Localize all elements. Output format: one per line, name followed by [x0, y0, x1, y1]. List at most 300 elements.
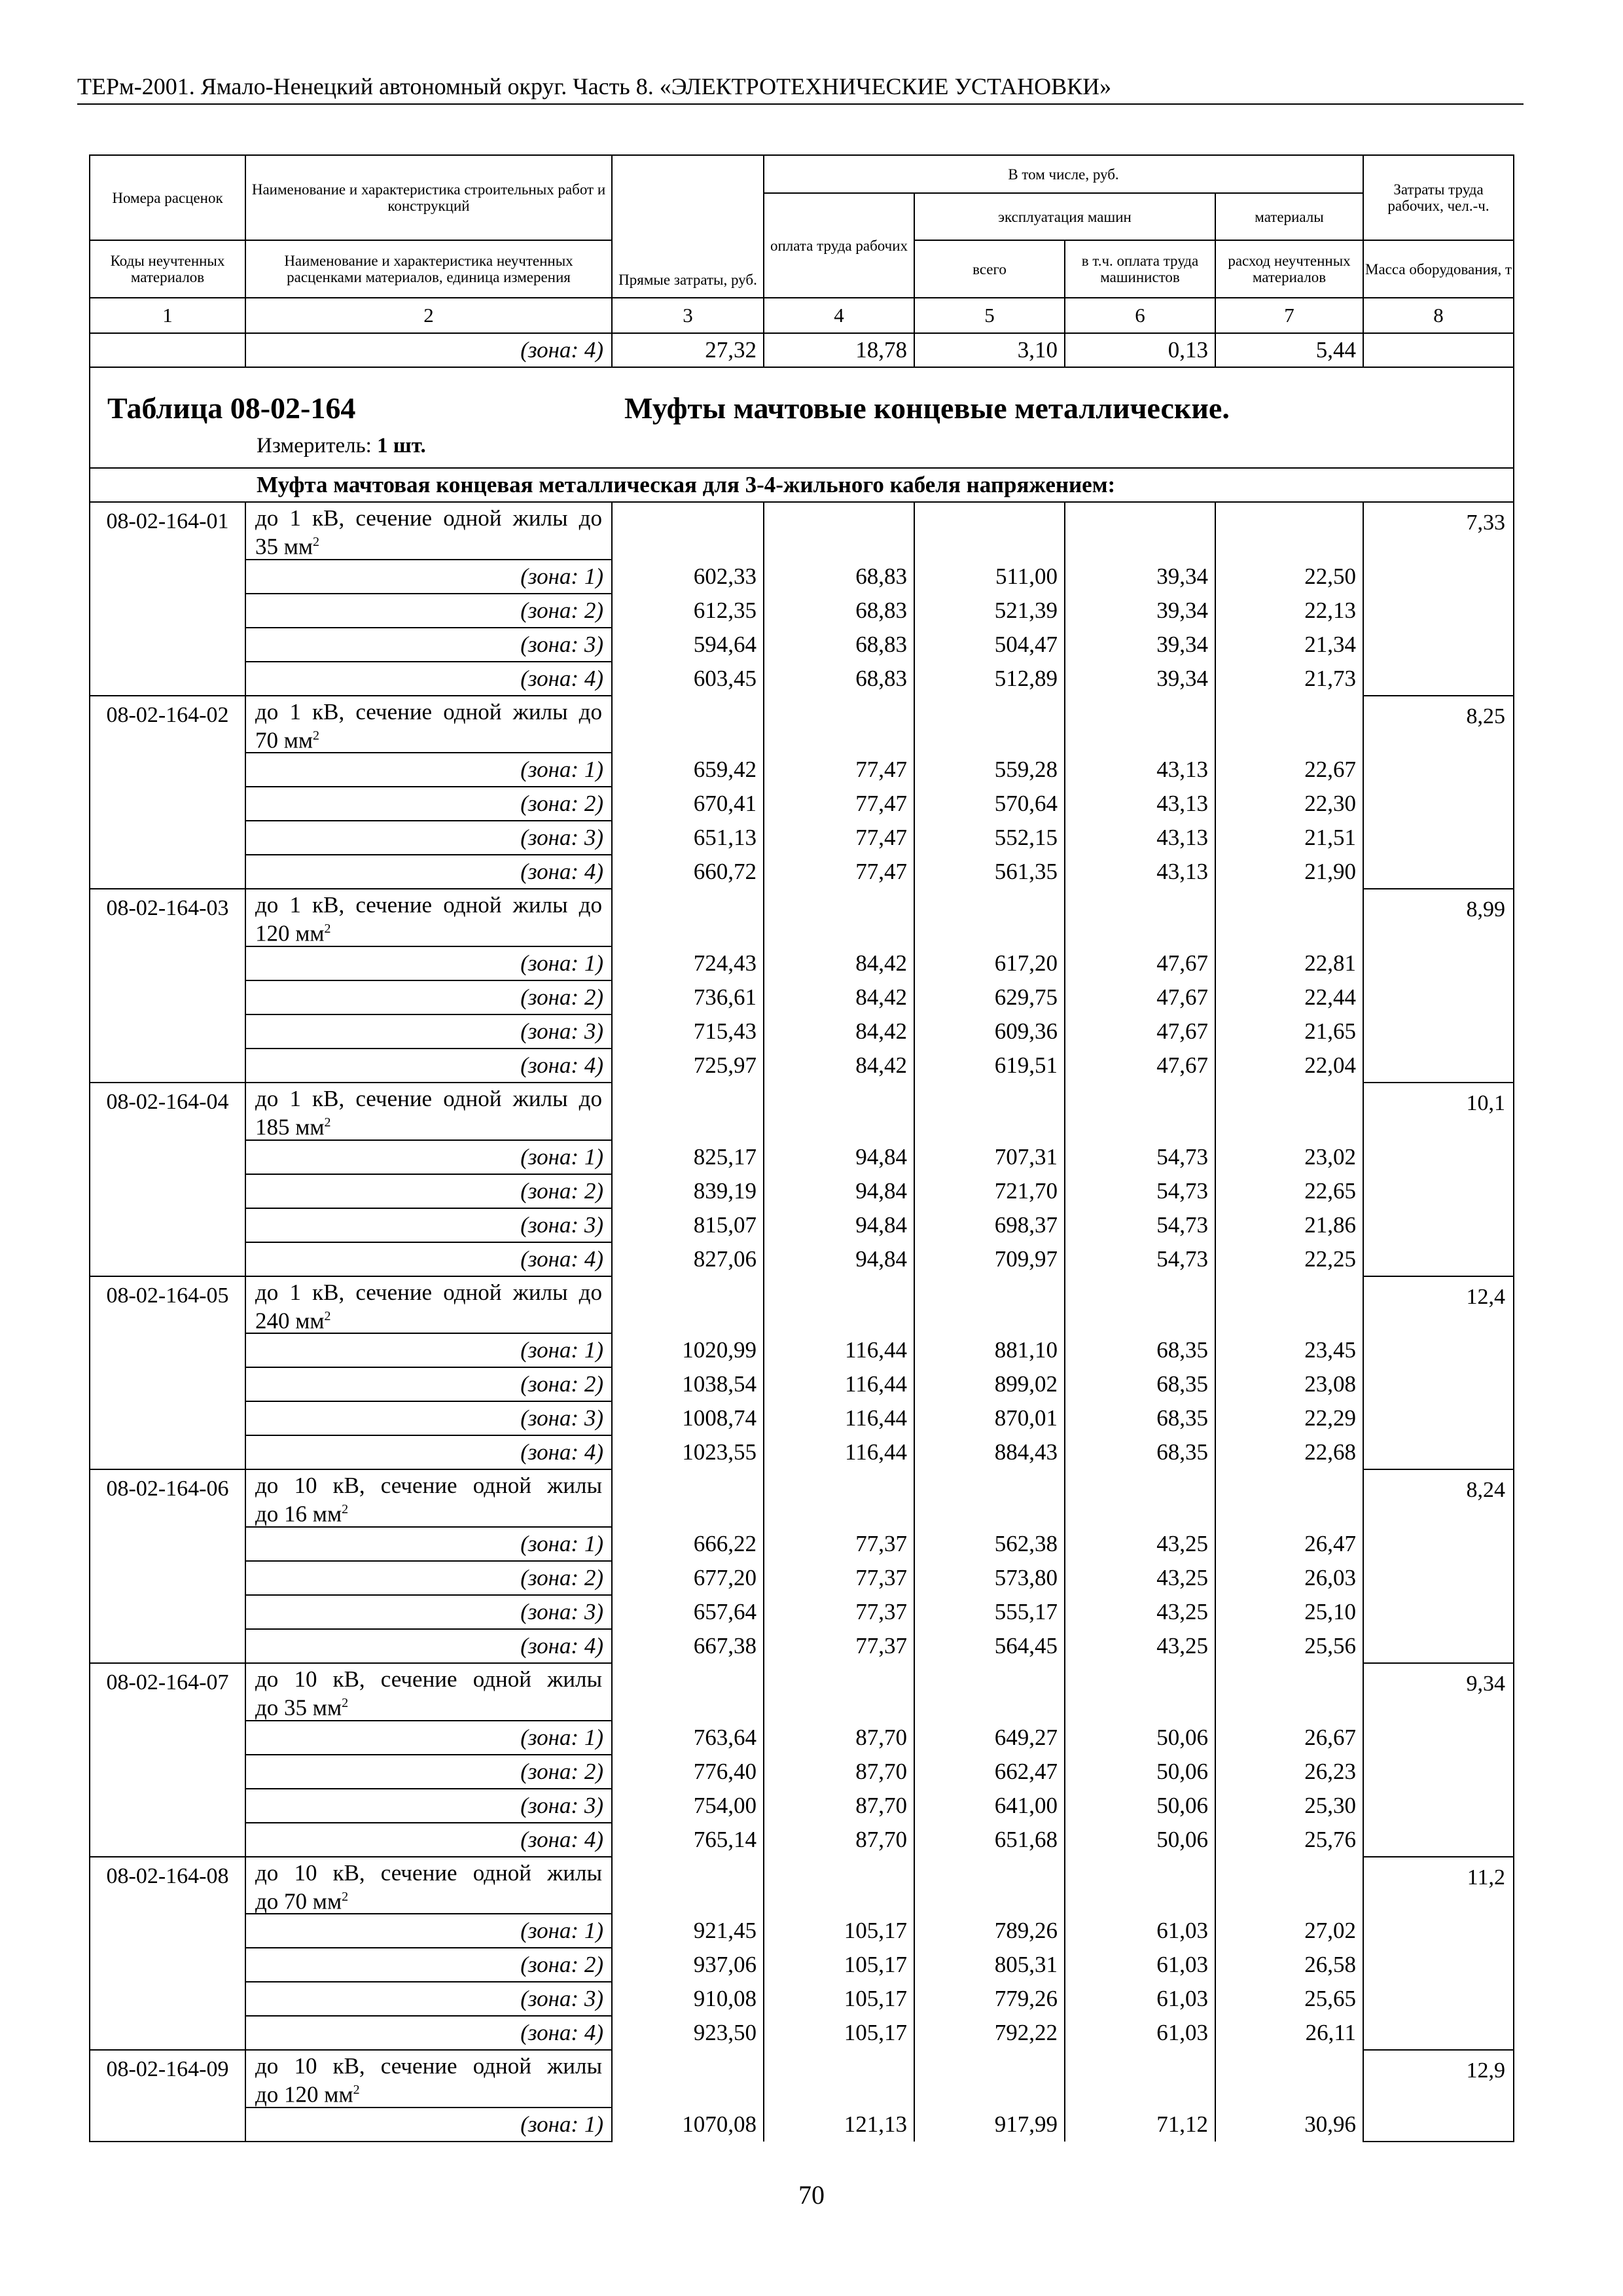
- empty-cell: [1215, 2050, 1363, 2108]
- col2-header-top: Наименование и характеристика строительных работ и конструкций: [245, 155, 612, 240]
- labor-pay: 77,47: [764, 787, 914, 821]
- unit-line: [257, 434, 426, 458]
- rate-description: [245, 2050, 612, 2108]
- zone-label: (зона: 2): [245, 594, 612, 628]
- col-number: 1: [90, 298, 245, 333]
- machines-total: 619,51: [914, 1049, 1065, 1083]
- materials-cost: 21,90: [1215, 855, 1363, 889]
- machinist-pay: 43,25: [1065, 1595, 1215, 1629]
- materials-cost: 21,34: [1215, 628, 1363, 662]
- zone-label: (зона: 1): [245, 1140, 612, 1174]
- description-line: до 1 кВ, сечение одной жилы до: [255, 1085, 602, 1111]
- machines-total: 649,27: [914, 1721, 1065, 1755]
- direct-cost: 602,33: [612, 560, 764, 594]
- zone-row: [90, 1561, 1514, 1595]
- empty-cell: [764, 2050, 914, 2108]
- col-number: 6: [1065, 298, 1215, 333]
- empty-cell: [914, 1276, 1065, 1334]
- zone-label: (зона: 2): [245, 1948, 612, 1982]
- machinist-pay: 50,06: [1065, 1755, 1215, 1789]
- rate-row: [90, 889, 1514, 946]
- cable-section: до 70 мм: [255, 1888, 342, 1914]
- materials-cost: 22,30: [1215, 787, 1363, 821]
- machines-total: 521,39: [914, 594, 1065, 628]
- direct-cost: 921,45: [612, 1914, 764, 1948]
- table-title-row: [90, 367, 1514, 468]
- description-line: [255, 1304, 602, 1333]
- zone-row: [90, 1755, 1514, 1789]
- materials-cost: 22,68: [1215, 1435, 1363, 1469]
- rate-code: 08-02-164-07: [90, 1663, 245, 1857]
- labor-hours: 12,4: [1363, 1276, 1514, 1470]
- zone-row: [90, 1527, 1514, 1561]
- superscript-2: 2: [324, 1308, 331, 1323]
- materials-cost: 26,23: [1215, 1755, 1363, 1789]
- materials-header: материалы: [1215, 193, 1363, 240]
- zone-row: [90, 1367, 1514, 1401]
- empty-cell: [1215, 1469, 1363, 1527]
- col8-header-top: Затраты труда рабочих, чел.-ч.: [1363, 155, 1514, 240]
- machines-total: 779,26: [914, 1982, 1065, 2016]
- machines-total: 562,38: [914, 1527, 1065, 1561]
- zone-label: (зона: 2): [245, 1561, 612, 1595]
- page-header: ТЕРм-2001. Ямало-Ненецкий автономный округ. Часть 8. «ЭЛЕКТРОТЕХНИЧЕСКИЕ УСТАНОВКИ»: [77, 72, 1524, 105]
- materials-cost: 21,51: [1215, 821, 1363, 855]
- rate-code: 08-02-164-05: [90, 1276, 245, 1470]
- machines-total: 555,17: [914, 1595, 1065, 1629]
- machinist-pay: 47,67: [1065, 1049, 1215, 1083]
- materials-cost: 22,44: [1215, 980, 1363, 1014]
- rate-description: [245, 1276, 612, 1334]
- labor-pay: 18,78: [764, 333, 914, 367]
- machinist-pay: 61,03: [1065, 1948, 1215, 1982]
- col-number: 5: [914, 298, 1065, 333]
- col-number: 7: [1215, 298, 1363, 333]
- section-row: [90, 468, 1514, 502]
- labor-pay: 84,42: [764, 946, 914, 980]
- empty-cell: [1065, 1857, 1215, 1914]
- direct-cost: 651,13: [612, 821, 764, 855]
- machinist-pay: 68,35: [1065, 1333, 1215, 1367]
- direct-cost: 667,38: [612, 1629, 764, 1663]
- machinist-pay: 43,13: [1065, 821, 1215, 855]
- labor-pay: 68,83: [764, 560, 914, 594]
- zone-label: (зона: 4): [245, 1435, 612, 1469]
- direct-cost: 27,32: [612, 333, 764, 367]
- direct-cost: 725,97: [612, 1049, 764, 1083]
- machinist-pay: 61,03: [1065, 2016, 1215, 2050]
- empty-cell: [612, 696, 764, 753]
- rate-description: [245, 1469, 612, 1527]
- cable-section: 185 мм: [255, 1114, 325, 1140]
- materials-cost: 22,81: [1215, 946, 1363, 980]
- empty-cell: [764, 502, 914, 560]
- direct-cost: 724,43: [612, 946, 764, 980]
- zone-label: (зона: 3): [245, 1208, 612, 1242]
- unit-label: Измеритель:: [257, 434, 372, 457]
- labor-pay: 116,44: [764, 1367, 914, 1401]
- direct-cost: 666,22: [612, 1527, 764, 1561]
- col1-header-bottom: Коды неучтенных материалов: [90, 240, 245, 298]
- cable-section: до 16 мм: [255, 1501, 342, 1527]
- zone-row: [90, 855, 1514, 889]
- machinist-pay: 39,34: [1065, 594, 1215, 628]
- zone-label: (зона: 4): [245, 1242, 612, 1276]
- machines-total: 561,35: [914, 855, 1065, 889]
- col7-header: расход неучтенных материалов: [1215, 240, 1363, 298]
- empty-cell: [764, 696, 914, 753]
- materials-cost: 26,67: [1215, 1721, 1363, 1755]
- cable-section: 70 мм: [255, 727, 313, 753]
- direct-cost: 763,64: [612, 1721, 764, 1755]
- labor-pay: 77,37: [764, 1561, 914, 1595]
- empty-cell: [764, 889, 914, 946]
- zone-label: (зона: 4): [245, 662, 612, 696]
- rates-table: [89, 154, 1514, 2142]
- labor-pay: 84,42: [764, 1014, 914, 1049]
- col-number: 2: [245, 298, 612, 333]
- page-number: 70: [798, 2180, 825, 2210]
- description-line: до 10 кВ, сечение одной жилы: [255, 2053, 602, 2079]
- labor-pay: 116,44: [764, 1401, 914, 1435]
- labor-pay: 105,17: [764, 1914, 914, 1948]
- empty-cell: [612, 1469, 764, 1527]
- machines-total: 504,47: [914, 628, 1065, 662]
- description-line: до 10 кВ, сечение одной жилы: [255, 1859, 602, 1886]
- zone-label: (зона: 1): [245, 1721, 612, 1755]
- empty-cell: [1215, 889, 1363, 946]
- machinist-pay: 43,13: [1065, 855, 1215, 889]
- empty-cell: [914, 1469, 1065, 1527]
- zone-row: [90, 2016, 1514, 2050]
- col-number: 8: [1363, 298, 1514, 333]
- machinist-pay: 0,13: [1065, 333, 1215, 367]
- zone-label: (зона: 1): [245, 2108, 612, 2142]
- machinist-pay: 61,03: [1065, 1982, 1215, 2016]
- materials-cost: 25,76: [1215, 1823, 1363, 1857]
- labor-pay: 116,44: [764, 1333, 914, 1367]
- labor-hours: 8,25: [1363, 696, 1514, 889]
- direct-cost: 1020,99: [612, 1333, 764, 1367]
- direct-cost: 657,64: [612, 1595, 764, 1629]
- description-line: [255, 530, 602, 559]
- description-line: [255, 724, 602, 753]
- zone-label: (зона: 3): [245, 821, 612, 855]
- empty-cell: [90, 333, 245, 367]
- machines-total: 609,36: [914, 1014, 1065, 1049]
- table-name: Муфты мачтовые концевые металлические.: [624, 391, 1230, 425]
- empty-cell: [1215, 1276, 1363, 1334]
- zone-label: (зона: 3): [245, 1595, 612, 1629]
- zone-row: [90, 1823, 1514, 1857]
- labor-pay: 94,84: [764, 1242, 914, 1276]
- zone-label: (зона: 2): [245, 1367, 612, 1401]
- cable-section: до 35 мм: [255, 1695, 342, 1721]
- rate-code: 08-02-164-01: [90, 502, 245, 696]
- materials-cost: 21,86: [1215, 1208, 1363, 1242]
- materials-cost: 23,08: [1215, 1367, 1363, 1401]
- empty-cell: [914, 502, 1065, 560]
- rate-row: [90, 1083, 1514, 1140]
- labor-pay: 87,70: [764, 1755, 914, 1789]
- rate-row: [90, 2050, 1514, 2108]
- empty-cell: [1065, 1663, 1215, 1721]
- machinist-pay: 47,67: [1065, 946, 1215, 980]
- superscript-2: 2: [342, 1695, 349, 1710]
- zone-label: (зона: 1): [245, 753, 612, 787]
- machines-total: 698,37: [914, 1208, 1065, 1242]
- zone-row: [90, 1629, 1514, 1663]
- direct-cost: 825,17: [612, 1140, 764, 1174]
- labor-pay: 105,17: [764, 1982, 914, 2016]
- materials-cost: 21,65: [1215, 1014, 1363, 1049]
- direct-cost: 923,50: [612, 2016, 764, 2050]
- materials-cost: 23,45: [1215, 1333, 1363, 1367]
- labor-pay: 77,37: [764, 1629, 914, 1663]
- zone-row: [90, 1208, 1514, 1242]
- cable-section: до 120 мм: [255, 2081, 353, 2108]
- machines-total: 629,75: [914, 980, 1065, 1014]
- machinist-pay: 39,34: [1065, 560, 1215, 594]
- empty-cell: [1065, 1083, 1215, 1140]
- empty-cell: [914, 889, 1065, 946]
- empty-cell: [612, 2050, 764, 2108]
- description-line: до 1 кВ, сечение одной жилы до: [255, 892, 602, 918]
- rate-code: 08-02-164-03: [90, 889, 245, 1083]
- direct-cost: 736,61: [612, 980, 764, 1014]
- materials-cost: 22,04: [1215, 1049, 1363, 1083]
- zone-label: (зона: 2): [245, 1174, 612, 1208]
- zone-label: (зона: 3): [245, 1982, 612, 2016]
- zone-row: [90, 2108, 1514, 2142]
- direct-cost: 612,35: [612, 594, 764, 628]
- machines-total: 651,68: [914, 1823, 1065, 1857]
- zone-row: [90, 560, 1514, 594]
- empty-cell: [1065, 2050, 1215, 2108]
- superscript-2: 2: [324, 922, 331, 937]
- superscript-2: 2: [313, 728, 320, 743]
- machinist-pay: 71,12: [1065, 2108, 1215, 2142]
- rate-description: [245, 502, 612, 560]
- empty-cell: [1065, 696, 1215, 753]
- zone-row: [90, 753, 1514, 787]
- materials-cost: 25,10: [1215, 1595, 1363, 1629]
- rate-row: [90, 1276, 1514, 1334]
- labor-hours: 7,33: [1363, 502, 1514, 696]
- zone-row: [90, 1982, 1514, 2016]
- empty-cell: [1065, 889, 1215, 946]
- machinist-pay: 61,03: [1065, 1914, 1215, 1948]
- zone-label: (зона: 3): [245, 1789, 612, 1823]
- col5-header: всего: [914, 240, 1065, 298]
- zone-label: (зона: 4): [245, 1049, 612, 1083]
- carry-over-row: [90, 333, 1514, 367]
- empty-cell: [764, 1083, 914, 1140]
- zone-row: [90, 821, 1514, 855]
- rate-code: 08-02-164-02: [90, 696, 245, 889]
- description-line: [255, 917, 602, 946]
- empty-cell: [1215, 1663, 1363, 1721]
- zone-row: [90, 1174, 1514, 1208]
- machines-total: 552,15: [914, 821, 1065, 855]
- machines-total: 3,10: [914, 333, 1065, 367]
- empty-cell: [914, 1857, 1065, 1914]
- zone-label: (зона: 1): [245, 1914, 612, 1948]
- materials-cost: 26,58: [1215, 1948, 1363, 1982]
- zone-label: (зона: 3): [245, 628, 612, 662]
- machines-total: 617,20: [914, 946, 1065, 980]
- zone-row: [90, 662, 1514, 696]
- description-line: до 10 кВ, сечение одной жилы: [255, 1473, 602, 1499]
- labor-pay: 94,84: [764, 1174, 914, 1208]
- materials-cost: 22,13: [1215, 594, 1363, 628]
- empty-cell: [914, 1083, 1065, 1140]
- rate-description: [245, 1083, 612, 1140]
- rate-row: [90, 1469, 1514, 1527]
- direct-cost: 1023,55: [612, 1435, 764, 1469]
- labor-pay: 94,84: [764, 1140, 914, 1174]
- description-line: до 1 кВ, сечение одной жилы до: [255, 1279, 602, 1305]
- machinist-pay: 54,73: [1065, 1174, 1215, 1208]
- col3-header: Прямые затраты, руб.: [612, 155, 764, 298]
- direct-cost: 1038,54: [612, 1367, 764, 1401]
- zone-row: [90, 1242, 1514, 1276]
- materials-cost: 30,96: [1215, 2108, 1363, 2142]
- materials-cost: 25,30: [1215, 1789, 1363, 1823]
- materials-cost: 26,11: [1215, 2016, 1363, 2050]
- machines-total: 512,89: [914, 662, 1065, 696]
- direct-cost: 910,08: [612, 1982, 764, 2016]
- machinist-pay: 54,73: [1065, 1242, 1215, 1276]
- direct-cost: 776,40: [612, 1755, 764, 1789]
- zone-row: [90, 1401, 1514, 1435]
- zone-label: (зона: 4): [245, 1823, 612, 1857]
- labor-hours: 11,2: [1363, 1857, 1514, 2051]
- empty-cell: [764, 1663, 914, 1721]
- rate-code: 08-02-164-09: [90, 2050, 245, 2142]
- machinist-pay: 68,35: [1065, 1435, 1215, 1469]
- labor-pay: 77,37: [764, 1595, 914, 1629]
- machinist-pay: 50,06: [1065, 1789, 1215, 1823]
- zone-row: [90, 787, 1514, 821]
- materials-cost: 26,47: [1215, 1527, 1363, 1561]
- zone-row: [90, 594, 1514, 628]
- zone-row: [90, 1435, 1514, 1469]
- materials-cost: 23,02: [1215, 1140, 1363, 1174]
- empty-cell: [764, 1857, 914, 1914]
- rate-code: 08-02-164-08: [90, 1857, 245, 2051]
- labor-hours: 9,34: [1363, 1663, 1514, 1857]
- materials-cost: 25,65: [1215, 1982, 1363, 2016]
- rate-description: [245, 889, 612, 946]
- table-number: Таблица 08-02-164: [107, 391, 356, 425]
- description-line: до 10 кВ, сечение одной жилы: [255, 1666, 602, 1692]
- empty-cell: [612, 1663, 764, 1721]
- labor-pay: 68,83: [764, 628, 914, 662]
- labor-pay: 105,17: [764, 1948, 914, 1982]
- machines-total: 573,80: [914, 1561, 1065, 1595]
- rate-description: [245, 1857, 612, 1914]
- machinist-pay: 39,34: [1065, 628, 1215, 662]
- col6-header: в т.ч. оплата труда машинистов: [1065, 240, 1215, 298]
- zone-row: [90, 980, 1514, 1014]
- machines-total: 899,02: [914, 1367, 1065, 1401]
- description-line: [255, 2078, 602, 2107]
- materials-cost: 22,65: [1215, 1174, 1363, 1208]
- machinist-pay: 43,13: [1065, 753, 1215, 787]
- labor-hours: 10,1: [1363, 1083, 1514, 1276]
- labor-pay: 116,44: [764, 1435, 914, 1469]
- materials-cost: 22,25: [1215, 1242, 1363, 1276]
- empty-cell: [612, 1276, 764, 1334]
- description-line: [255, 1498, 602, 1526]
- empty-cell: [1215, 502, 1363, 560]
- unit-value: 1 шт.: [377, 434, 426, 457]
- machines-total: 884,43: [914, 1435, 1065, 1469]
- cable-section: 240 мм: [255, 1308, 325, 1334]
- labor-pay: 105,17: [764, 2016, 914, 2050]
- machines-total: 707,31: [914, 1140, 1065, 1174]
- machines-total: 559,28: [914, 753, 1065, 787]
- rate-description: [245, 1663, 612, 1721]
- machinist-pay: 68,35: [1065, 1401, 1215, 1435]
- superscript-2: 2: [353, 2083, 360, 2098]
- direct-cost: 765,14: [612, 1823, 764, 1857]
- rate-code: 08-02-164-06: [90, 1469, 245, 1663]
- zone-row: [90, 946, 1514, 980]
- zone-row: [90, 1948, 1514, 1982]
- zone-row: [90, 1914, 1514, 1948]
- labor-pay: 68,83: [764, 662, 914, 696]
- direct-cost: 659,42: [612, 753, 764, 787]
- labor-pay: 84,42: [764, 1049, 914, 1083]
- machinist-pay: 54,73: [1065, 1208, 1215, 1242]
- machines-total: 789,26: [914, 1914, 1065, 1948]
- machinist-pay: 50,06: [1065, 1721, 1215, 1755]
- zone-label: (зона: 4): [245, 333, 612, 367]
- empty-cell: [764, 1469, 914, 1527]
- machines-total: 805,31: [914, 1948, 1065, 1982]
- zone-row: [90, 1789, 1514, 1823]
- zone-row: [90, 1595, 1514, 1629]
- description-line: [255, 1111, 602, 1139]
- zone-row: [90, 628, 1514, 662]
- cable-section: 35 мм: [255, 533, 313, 560]
- superscript-2: 2: [342, 1502, 349, 1517]
- direct-cost: 670,41: [612, 787, 764, 821]
- empty-cell: [1065, 1276, 1215, 1334]
- empty-cell: [1215, 1083, 1363, 1140]
- machinist-pay: 43,25: [1065, 1629, 1215, 1663]
- direct-cost: 677,20: [612, 1561, 764, 1595]
- machines-total: 511,00: [914, 560, 1065, 594]
- machines-total: 662,47: [914, 1755, 1065, 1789]
- cable-section: 120 мм: [255, 920, 325, 946]
- machines-header: эксплуатация машин: [914, 193, 1215, 240]
- machines-total: 564,45: [914, 1629, 1065, 1663]
- zone-label: (зона: 1): [245, 1527, 612, 1561]
- direct-cost: 815,07: [612, 1208, 764, 1242]
- col4-header: оплата труда рабочих: [764, 193, 914, 298]
- empty-cell: [1065, 1469, 1215, 1527]
- rate-code: 08-02-164-04: [90, 1083, 245, 1276]
- machines-total: 870,01: [914, 1401, 1065, 1435]
- direct-cost: 660,72: [612, 855, 764, 889]
- zone-label: (зона: 4): [245, 1629, 612, 1663]
- machines-total: 570,64: [914, 787, 1065, 821]
- labor-pay: 77,47: [764, 753, 914, 787]
- labor-pay: 87,70: [764, 1721, 914, 1755]
